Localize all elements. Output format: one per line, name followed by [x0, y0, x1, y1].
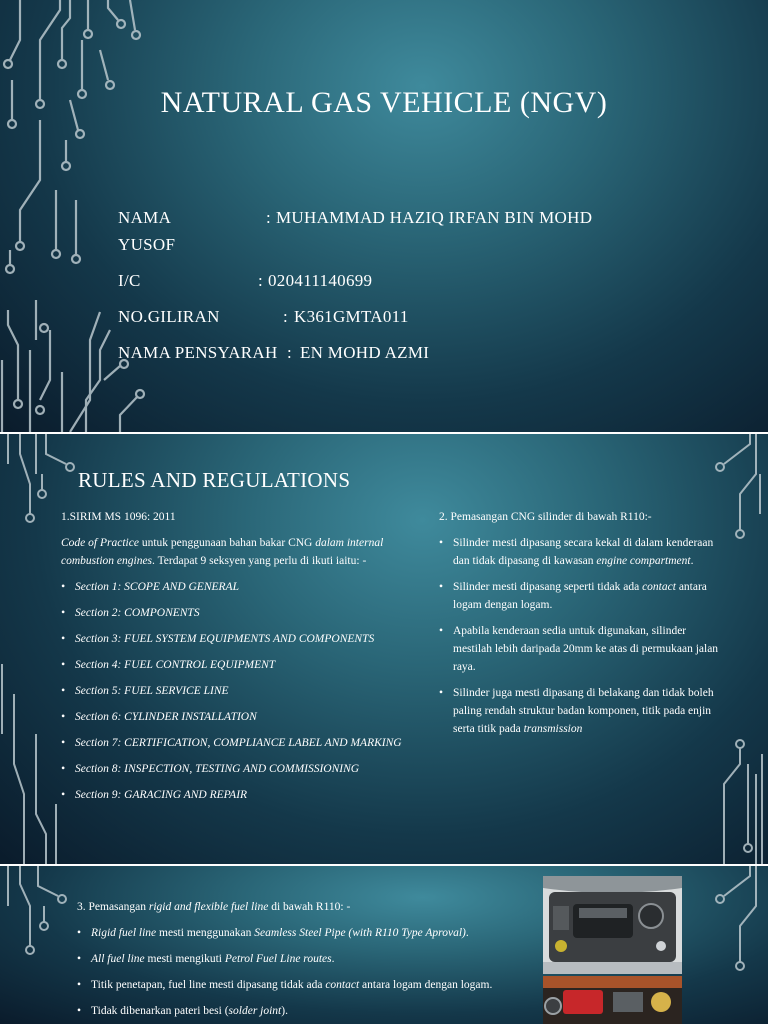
text-part: Apabila kenderaan sedia untuk digunakan, silinder mestilah lebih daripada 20mm ke atas di permukaan jalan raya. [453, 625, 719, 673]
name-value-continued: YUSOF [118, 235, 176, 254]
giliran-label: NO.GILIRAN [118, 307, 220, 326]
list-item [77, 976, 539, 994]
title-slide [0, 0, 768, 432]
text-part: contact [325, 979, 360, 991]
sirim-heading: 1.SIRIM MS 1096: 2011 [61, 511, 176, 523]
text-part: . [465, 927, 469, 939]
text-part: Seamless Steel Pipe (with R110 Type Aproval) [254, 927, 466, 939]
text-part: di bawah R110: - [268, 901, 351, 913]
list-item: • Section 1: SCOPE AND GENERAL [61, 578, 423, 596]
intro-part-c: dalam internal combustion engines [61, 537, 384, 567]
ic-label: I/C [118, 271, 141, 290]
text-part: Petrol Fuel Line routes [224, 953, 332, 965]
text-part: Tidak dibenarkan pateri besi ( [91, 1005, 229, 1017]
list-item: • Section 9: GARACING AND REPAIR [61, 786, 423, 804]
text-part: mesti mengikuti [144, 953, 225, 965]
rules-slide [0, 434, 768, 864]
section-list [61, 578, 423, 804]
cylinder-column [439, 508, 723, 746]
name-row [118, 208, 718, 230]
ic-row [118, 271, 718, 293]
ic-separator: : [258, 271, 264, 290]
name-separator: : [266, 208, 272, 227]
engine-bay-photo [543, 876, 682, 974]
intro-part-d: . Terdapat 9 seksyen yang perlu di ikuti iaitu: - [152, 555, 367, 567]
lecturer-label: NAMA PENSYARAH [118, 343, 278, 362]
fuel-line-heading [77, 898, 539, 916]
name-value: MUHAMMAD HAZIQ IRFAN BIN MOHD [276, 208, 593, 227]
text-part: rigid and flexible fuel line [148, 901, 269, 913]
list-item: • Section 7: CERTIFICATION, COMPLIANCE LABEL AND MARKING [61, 734, 423, 752]
intro-part-a: Code of Practice [61, 537, 139, 549]
list-item [439, 534, 723, 570]
text-part: solder joint [228, 1005, 282, 1017]
text-part: antara logam dengan logam. [453, 581, 707, 611]
list-item: • Section 4: FUEL CONTROL EQUIPMENT [61, 656, 423, 674]
giliran-value: K361GMTA011 [294, 307, 409, 326]
text-part: contact [642, 581, 676, 593]
text-part: engine compartment [596, 555, 691, 567]
giliran-separator: : [283, 307, 289, 326]
list-item [77, 1002, 539, 1020]
name-label: NAMA [118, 208, 172, 227]
slide-title: RULES AND REGULATIONS [78, 468, 351, 492]
fuel-line-slide [0, 866, 768, 1024]
text-part: . [690, 555, 694, 567]
sirim-intro [61, 534, 423, 570]
text-part: antara logam dengan logam. [359, 979, 493, 991]
list-item: • Section 5: FUEL SERVICE LINE [61, 682, 423, 700]
sirim-column [61, 508, 423, 812]
list-item [439, 578, 723, 614]
text-part: Silinder juga mesti dipasang di belakang dan tidak boleh paling rendah struktur badan komponen, titik pada enjin serta titik pada [453, 687, 714, 735]
list-item: • Section 2: COMPONENTS [61, 604, 423, 622]
fuel-line-list [77, 924, 539, 1020]
intro-part-b: untuk penggunaan bahan bakar CNG [138, 537, 316, 549]
text-part: All fuel line [91, 953, 145, 965]
circuit-decoration-right [700, 866, 768, 1024]
list-item: • Section 8: INSPECTION, TESTING AND COMMISSIONING [61, 760, 423, 778]
list-item [439, 684, 723, 738]
cylinder-heading: 2. Pemasangan CNG silinder di bawah R110:- [439, 511, 652, 523]
text-part: transmission [523, 723, 583, 735]
text-part: Silinder mesti dipasang secara kekal di dalam kenderaan dan tidak dipasang di kawasan [453, 537, 714, 567]
text-part: 3. Pemasangan [77, 901, 149, 913]
list-item: • Section 6: CYLINDER INSTALLATION [61, 708, 423, 726]
text-part: . [331, 953, 335, 965]
list-item: • Section 3: FUEL SYSTEM EQUIPMENTS AND COMPONENTS [61, 630, 423, 648]
text-part: Rigid fuel line [91, 927, 157, 939]
engine-bay-photo [543, 976, 682, 1024]
lecturer-row [118, 343, 718, 365]
list-item [439, 622, 723, 676]
text-part: mesti menggunakan [156, 927, 255, 939]
text-part: Silinder mesti dipasang seperti tidak ada [453, 581, 643, 593]
lecturer-separator: : [287, 343, 293, 362]
fuel-line-column [77, 898, 539, 1024]
text-part: ). [281, 1005, 288, 1017]
giliran-row [118, 307, 718, 329]
slide-title: NATURAL GAS VEHICLE (NGV) [160, 86, 608, 119]
text-part: Titik penetapan, fuel line mesti dipasang tidak ada [91, 979, 326, 991]
list-item [77, 950, 539, 968]
list-item [77, 924, 539, 942]
ic-value: 020411140699 [268, 271, 373, 290]
lecturer-value: EN MOHD AZMI [300, 343, 430, 362]
cylinder-list [439, 534, 723, 738]
circuit-decoration-left [0, 866, 80, 1024]
